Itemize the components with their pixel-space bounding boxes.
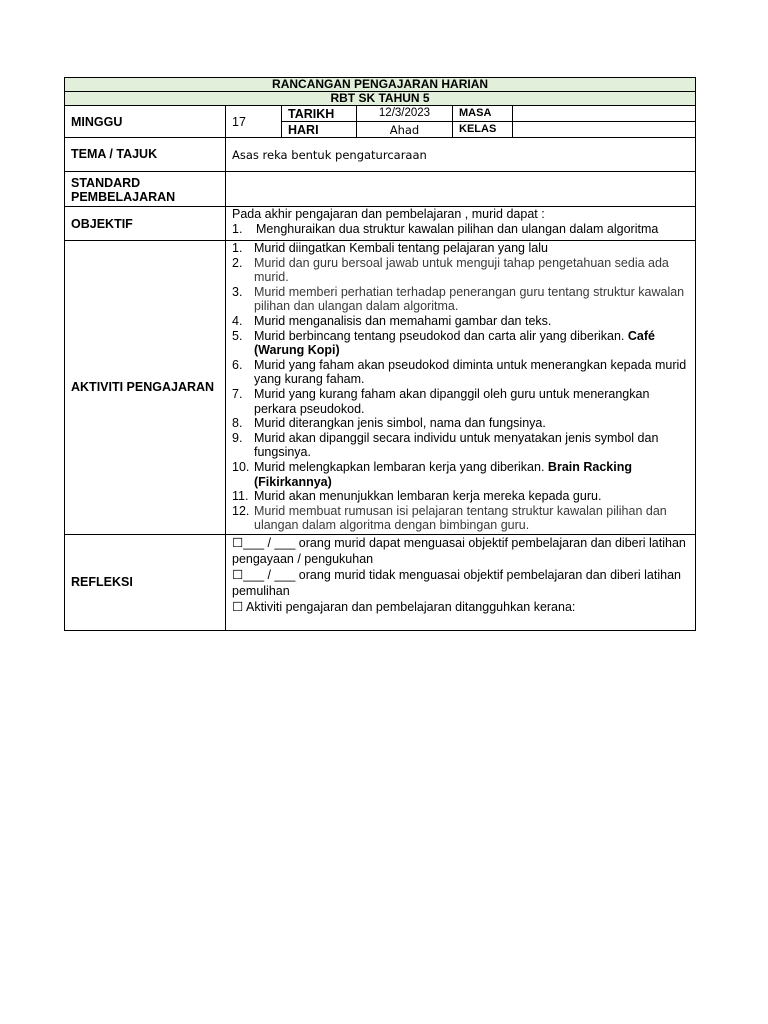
plan-title: RANCANGAN PENGAJARAN HARIAN xyxy=(65,78,696,92)
aktiviti-item-text xyxy=(254,504,687,533)
aktiviti-item xyxy=(226,256,687,285)
aktiviti-item xyxy=(226,489,687,504)
aktiviti-list xyxy=(226,241,695,533)
aktiviti-item-text xyxy=(254,256,687,285)
refleksi-content xyxy=(226,534,696,630)
aktiviti-item-plain-text: Murid membuat rumusan isi pelajaran tentang struktur kawalan pilihan dan ulangan dalam algoritma dengan bimbingan guru. xyxy=(254,503,667,533)
minggu-label: MINGGU xyxy=(65,106,226,138)
aktiviti-item xyxy=(226,329,687,358)
masa-label: MASA xyxy=(453,106,513,122)
aktiviti-item-text xyxy=(254,358,687,387)
aktiviti-item-plain-text: Murid akan menunjukkan lembaran kerja mereka kepada guru. xyxy=(254,489,602,504)
aktiviti-item-text xyxy=(254,387,687,416)
kelas-value xyxy=(513,122,696,138)
hari-value: Ahad xyxy=(357,122,453,138)
plan-subtitle: RBT SK TAHUN 5 xyxy=(65,92,696,106)
refleksi-line: ☐ Aktiviti pengajaran dan pembelajaran ditangguhkan kerana: xyxy=(232,599,576,614)
aktiviti-item-number: 3. xyxy=(232,284,243,299)
aktiviti-item-text xyxy=(254,431,687,460)
aktiviti-item-number: 9. xyxy=(232,430,243,445)
aktiviti-item-number: 6. xyxy=(232,357,243,372)
aktiviti-item-number: 10. xyxy=(232,459,250,474)
aktiviti-item-number: 1. xyxy=(232,241,243,255)
aktiviti-item-plain-text: Murid diingatkan Kembali tentang pelajaran yang lalu xyxy=(254,241,548,255)
refleksi-line: ☐___ / ___ orang murid dapat menguasai objektif pembelajaran dan diberi latihan pengayaan / pengukuhan xyxy=(232,535,686,566)
aktiviti-item-number: 2. xyxy=(232,255,243,270)
aktiviti-item-number: 12. xyxy=(232,503,250,518)
standard-value xyxy=(226,172,696,207)
masa-value xyxy=(513,106,696,122)
aktiviti-item-text xyxy=(254,314,687,329)
aktiviti-item-plain-text: Murid yang kurang faham akan dipanggil oleh guru untuk menerangkan perkara pseudokod. xyxy=(254,386,650,416)
aktiviti-item-plain-text: Murid dan guru bersoal jawab untuk menguji tahap pengetahuan sedia ada murid. xyxy=(254,255,669,285)
aktiviti-item-plain-text: Murid diterangkan jenis simbol, nama dan fungsinya. xyxy=(254,416,546,431)
aktiviti-item-plain-text: Murid memberi perhatian terhadap penerangan guru tentang struktur kawalan pilihan dan ulangan dalam algoritma. xyxy=(254,284,685,314)
aktiviti-item xyxy=(226,504,687,533)
aktiviti-item-number: 4. xyxy=(232,313,243,328)
tarikh-value: 12/3/2023 xyxy=(357,106,453,122)
minggu-value: 17 xyxy=(226,106,282,138)
tema-label: TEMA / TAJUK xyxy=(65,138,226,172)
aktiviti-item-plain-text: Murid berbincang tentang pseudokod dan carta alir yang diberikan. xyxy=(254,328,628,343)
aktiviti-item xyxy=(226,358,687,387)
aktiviti-item-text xyxy=(254,489,687,504)
tarikh-label: TARIKH xyxy=(282,106,357,122)
aktiviti-item xyxy=(226,241,687,256)
aktiviti-label: AKTIVITI PENGAJARAN xyxy=(65,241,226,535)
objektif-content xyxy=(226,207,696,241)
tema-value: Asas reka bentuk pengaturcaraan xyxy=(226,138,696,172)
aktiviti-item xyxy=(226,431,687,460)
aktiviti-item-bold-text: Brain Racking (Fikirkannya) xyxy=(254,459,632,489)
standard-label: STANDARD PEMBELAJARAN xyxy=(65,172,226,207)
aktiviti-item-plain-text: Murid yang faham akan pseudokod diminta untuk menerangkan kepada murid yang kurang faham. xyxy=(254,357,687,387)
aktiviti-item-text xyxy=(254,460,687,489)
objektif-item-text: Menghuraikan dua struktur kawalan pilihan dan ulangan dalam algoritma xyxy=(256,222,659,236)
aktiviti-item-plain-text: Murid akan dipanggil secara individu untuk menyatakan jenis symbol dan fungsinya. xyxy=(254,430,659,460)
aktiviti-item xyxy=(226,314,687,329)
aktiviti-item-number: 11. xyxy=(232,489,249,504)
aktiviti-item-bold-text: Café (Warung Kopi) xyxy=(254,328,655,358)
aktiviti-item xyxy=(226,416,687,431)
aktiviti-item-text xyxy=(254,285,687,314)
aktiviti-item-text xyxy=(254,329,687,358)
aktiviti-item-number: 5. xyxy=(232,328,243,343)
objektif-item xyxy=(232,222,689,237)
objektif-item-number: 1. xyxy=(232,222,243,236)
objektif-intro: Pada akhir pengajaran dan pembelajaran , murid dapat : xyxy=(232,207,545,221)
aktiviti-item xyxy=(226,460,687,489)
kelas-label: KELAS xyxy=(453,122,513,138)
aktiviti-item-number: 7. xyxy=(232,386,243,401)
aktiviti-item-plain-text: Murid melengkapkan lembaran kerja yang diberikan. xyxy=(254,459,548,474)
aktiviti-item-plain-text: Murid menganalisis dan memahami gambar dan teks. xyxy=(254,313,552,328)
aktiviti-item-text xyxy=(254,241,687,256)
refleksi-label: REFLEKSI xyxy=(65,534,226,630)
lesson-plan-table xyxy=(64,77,696,631)
aktiviti-item xyxy=(226,387,687,416)
aktiviti-content xyxy=(226,241,696,535)
refleksi-line: ☐___ / ___ orang murid tidak menguasai objektif pembelajaran dan diberi latihan pemulihan xyxy=(232,567,681,598)
aktiviti-item xyxy=(226,285,687,314)
hari-label: HARI xyxy=(282,122,357,138)
aktiviti-item-number: 8. xyxy=(232,416,243,431)
objektif-label: OBJEKTIF xyxy=(65,207,226,241)
aktiviti-item-text xyxy=(254,416,687,431)
